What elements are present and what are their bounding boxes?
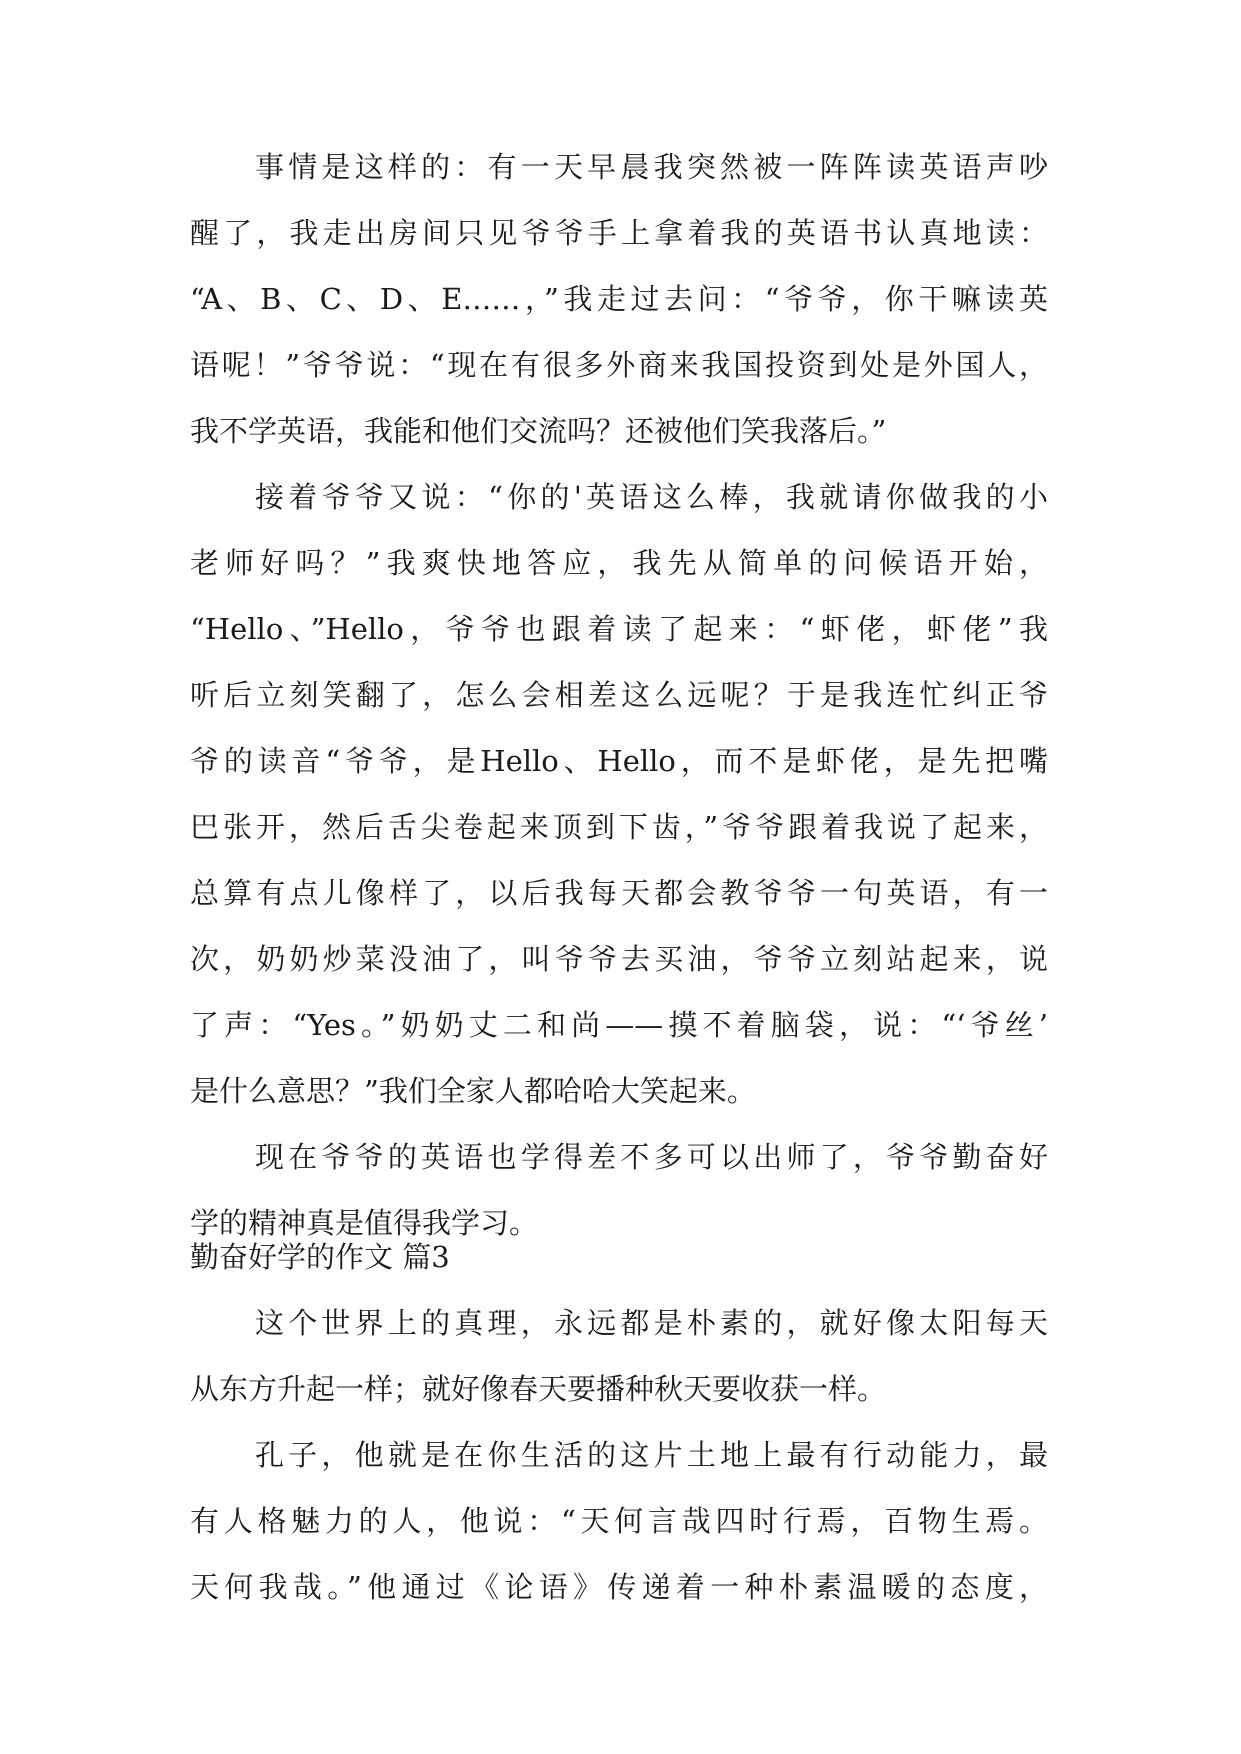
text-line: 孔子，他就是在你生活的这片土地上最有行动能力，最: [255, 1438, 1048, 1472]
text-line: 巴张开，然后舌尖卷起来顶到下齿，”爷爷跟着我说了起来，: [190, 810, 1048, 844]
text-line: 老师好吗？”我爽快地答应，我先从简单的问候语开始，: [190, 546, 1048, 580]
text-line: 语呢！”爷爷说：“现在有很多外商来我国投资到处是外国人，: [190, 348, 1048, 382]
text-line: 听后立刻笑翻了，怎么会相差这么远呢？于是我连忙纠正爷: [190, 678, 1048, 712]
text-line: “A、B、C、D、E……，”我走过去问：“爷爷，你干嘛读英: [190, 282, 1048, 316]
paragraph-5: [190, 1422, 1048, 1620]
text-line: 总算有点儿像样了，以后我每天都会教爷爷一句英语，有一: [190, 876, 1048, 910]
paragraph-2: [190, 464, 1048, 1124]
text-line: 我不学英语，我能和他们交流吗？还被他们笑我落后。”: [190, 414, 887, 448]
text-line: 次，奶奶炒菜没油了，叫爷爷去买油，爷爷立刻站起来，说: [190, 942, 1048, 976]
paragraph-1: [190, 134, 1048, 464]
text-line: 接着爷爷又说：“你的'英语这么棒，我就请你做我的小: [255, 480, 1048, 514]
text-line: 天何我哉。”他通过《论语》传递着一种朴素温暖的态度，: [190, 1570, 1048, 1604]
text-line: 了声：“Yes。”奶奶丈二和尚——摸不着脑袋，说：“‘爷丝’: [190, 1008, 1048, 1042]
text-line: 现在爷爷的英语也学得差不多可以出师了，爷爷勤奋好: [255, 1140, 1048, 1174]
paragraph-4: [190, 1290, 1048, 1422]
text-line: 醒了，我走出房间只见爷爷手上拿着我的英语书认真地读：: [190, 216, 1048, 250]
text-line: 事情是这样的：有一天早晨我突然被一阵阵读英语声吵: [255, 150, 1048, 184]
text-line: 从东方升起一样；就好像春天要播种秋天要收获一样。: [190, 1372, 887, 1406]
text-line: “Hello、”Hello，爷爷也跟着读了起来：“虾佬，虾佬”我: [190, 612, 1048, 646]
text-line: 学的精神真是值得我学习。: [190, 1206, 539, 1240]
text-line: 爷的读音“爷爷，是Hello、Hello，而不是虾佬，是先把嘴: [190, 744, 1048, 778]
text-line: 是什么意思？”我们全家人都哈哈大笑起来。: [190, 1074, 756, 1108]
section-heading: 勤奋好学的作文 篇3: [190, 1240, 450, 1274]
text-line: 这个世界上的真理，永远都是朴素的，就好像太阳每天: [255, 1306, 1048, 1340]
text-line: 有人格魅力的人，他说：“天何言哉四时行焉，百物生焉。: [190, 1504, 1048, 1538]
